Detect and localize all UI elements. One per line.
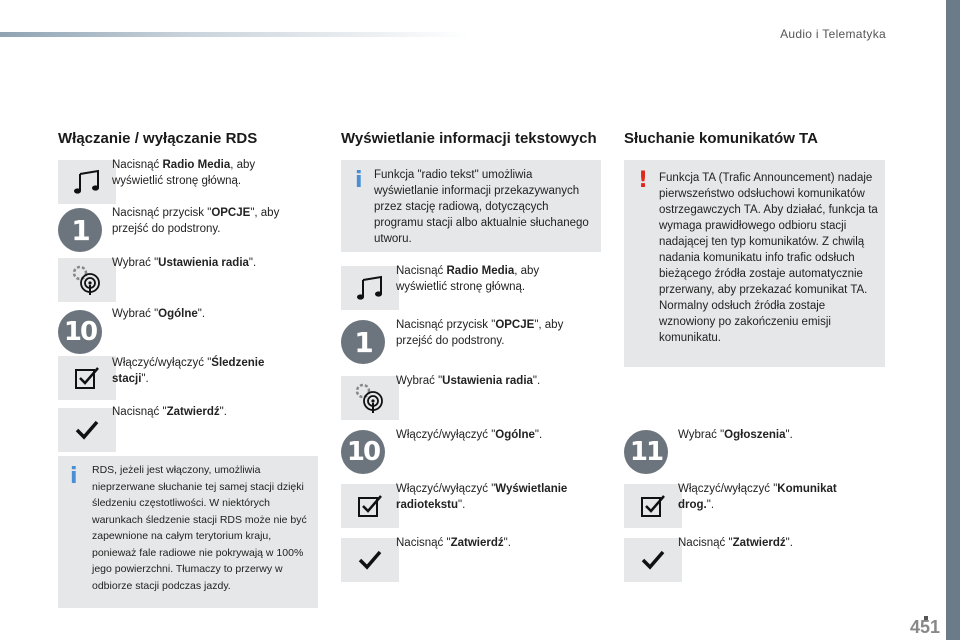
step-badge-11: 11 — [624, 430, 668, 474]
col3-title: Słuchanie komunikatów TA — [624, 130, 818, 147]
music-note-icon — [341, 266, 399, 310]
col1-step-4: Wybrać "Ogólne". — [112, 308, 206, 320]
checkbox-icon — [58, 356, 116, 400]
col1-step-1: Nacisnąć Radio Media, aby wyświetlić stronę główną. — [112, 159, 256, 187]
checkbox-icon — [341, 484, 399, 528]
checkmark-icon — [341, 538, 399, 582]
step-badge-10: 10 — [58, 310, 102, 354]
info-icon: i — [355, 168, 363, 193]
music-note-icon — [58, 160, 116, 204]
col2-step-1: Nacisnąć Radio Media, aby wyświetlić stronę główną. — [396, 265, 540, 293]
checkmark-icon — [624, 538, 682, 582]
col3-info-box — [624, 160, 885, 367]
warning-icon: ! — [638, 168, 649, 193]
col1-step-2: Nacisnąć przycisk "OPCJE", aby przejść do podstrony. — [112, 207, 280, 235]
col2-step-4: Włączyć/wyłączyć "Ogólne". — [396, 429, 543, 441]
col2-info-box — [341, 160, 601, 252]
page-number: 451 — [909, 617, 940, 637]
col1-step-5: Włączyć/wyłączyć "Śledzenie stacji". — [112, 357, 265, 385]
checkmark-icon — [58, 408, 116, 452]
col1-title: Włączanie / wyłączanie RDS — [58, 130, 258, 147]
col1-step-6: Nacisnąć "Zatwierdź". — [112, 406, 227, 418]
col2-step-3: Wybrać "Ustawienia radia". — [396, 375, 541, 387]
col1-step-3: Wybrać "Ustawienia radia". — [112, 257, 257, 269]
side-edge-bar — [946, 0, 960, 640]
col3-step-2: Włączyć/wyłączyć "Komunikat drog.". — [678, 483, 837, 511]
radio-settings-icon — [341, 376, 399, 420]
col2-step-6: Nacisnąć "Zatwierdź". — [396, 537, 511, 549]
col1-info-text: RDS, jeżeli jest włączony, umożliwia nieprzerwane słuchanie tej samej stacji dzięki śledzeniu częstotliwości. W niektórych warunkach śledzenie stacji RDS może nie być zapewnione na całym terytorium kraju, ponieważ fale radiowe nie pokrywają w 100% jego powierzchni. Tłumaczy to przerwy w odbiorze stacji podczas jazdy. — [92, 464, 307, 592]
col3-step-1: Wybrać "Ogłoszenia". — [678, 429, 793, 441]
col2-step-5: Włączyć/wyłączyć "Wyświetlanie radiotekstu". — [396, 483, 568, 511]
col2-title: Wyświetlanie informacji tekstowych — [341, 130, 597, 147]
header-gradient-bar — [0, 32, 470, 37]
col3-info-text: Funkcja TA (Trafic Announcement) nadaje pierwszeństwo odsłuchowi komunikatów ostrzegawczych TA. Aby działać, funkcja ta wymaga prawidłowego odbioru stacji nadającej ten typ komunikatów. Z chwilą nadania komunikatu info trafic odsłuch bieżącego źródła zostaje automatycznie przerwany, aby przekazać komunikat TA. Normalny odsłuch źródła zostaje wznowiony po zakończeniu emisji komunikatu. — [659, 172, 878, 344]
radio-settings-icon — [58, 258, 116, 302]
info-icon: i — [70, 464, 78, 489]
col2-step-2: Nacisnąć przycisk "OPCJE", aby przejść do podstrony. — [396, 319, 564, 347]
step-badge-1: 1 — [58, 208, 102, 252]
section-title: Audio i Telematyka — [780, 27, 886, 41]
checkbox-icon — [624, 484, 682, 528]
step-badge-10: 10 — [341, 430, 385, 474]
step-badge-1: 1 — [341, 320, 385, 364]
col2-info-text: Funkcja "radio tekst" umożliwia wyświetlanie informacji przekazywanych przez stację radiową, dotyczących programu stacji albo aktualnie słuchanego utworu. — [374, 169, 589, 245]
col3-step-3: Nacisnąć "Zatwierdź". — [678, 537, 793, 549]
col1-info-box — [58, 456, 318, 608]
